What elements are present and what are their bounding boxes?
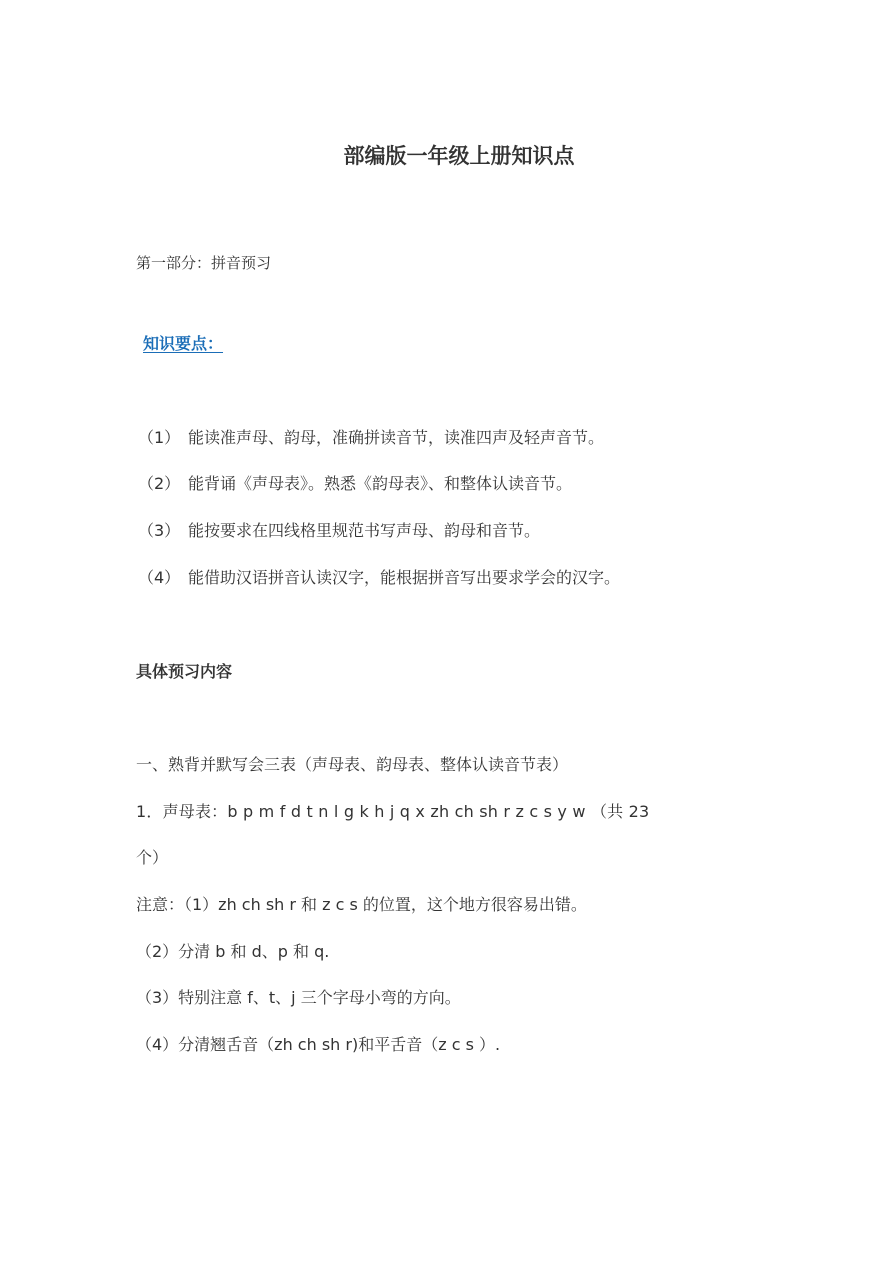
key-point-text: 能按要求在四线格里规范书写声母、韵母和音节。 <box>188 521 541 540</box>
key-points-heading: 知识要点： <box>143 334 224 353</box>
content-line: 一、熟背并默写会三表（声母表、韵母表、整体认读音节表） <box>136 755 569 774</box>
content-line: （4）分清翘舌音（zh ch sh r)和平舌音（z c s ）. <box>136 1035 501 1054</box>
key-point-text: 能借助汉语拼音认读汉字，能根据拼音写出要求学会的汉字。 <box>188 568 621 587</box>
key-point-item <box>138 427 604 449</box>
content-line: （2）分清 b 和 d、p 和 q. <box>136 942 330 961</box>
content-line: 1．声母表：b p m f d t n l g k h j q x zh ch sh r z c s y w （共 23 <box>136 802 650 821</box>
key-point-item <box>138 567 620 589</box>
key-point-text: 能背诵《声母表》。熟悉《韵母表》、和整体认读音节。 <box>188 474 573 493</box>
key-point-number: （1） <box>138 428 181 447</box>
key-point-item <box>138 473 572 495</box>
content-line: 注意：（1）zh ch sh r 和 z c s 的位置，这个地方很容易出错。 <box>136 895 587 914</box>
document-title: 部编版一年级上册知识点 <box>343 144 575 168</box>
section-heading: 具体预习内容 <box>136 662 233 681</box>
key-point-number: （3） <box>138 521 181 540</box>
key-point-number: （4） <box>138 568 181 587</box>
key-point-item <box>138 520 540 542</box>
part-heading: 第一部分：拼音预习 <box>136 254 272 272</box>
content-line: 个） <box>136 848 169 867</box>
content-line: （3）特别注意 f、t、j 三个字母小弯的方向。 <box>136 988 461 1007</box>
key-point-text: 能读准声母、韵母，准确拼读音节，读准四声及轻声音节。 <box>188 428 605 447</box>
key-point-number: （2） <box>138 474 181 493</box>
